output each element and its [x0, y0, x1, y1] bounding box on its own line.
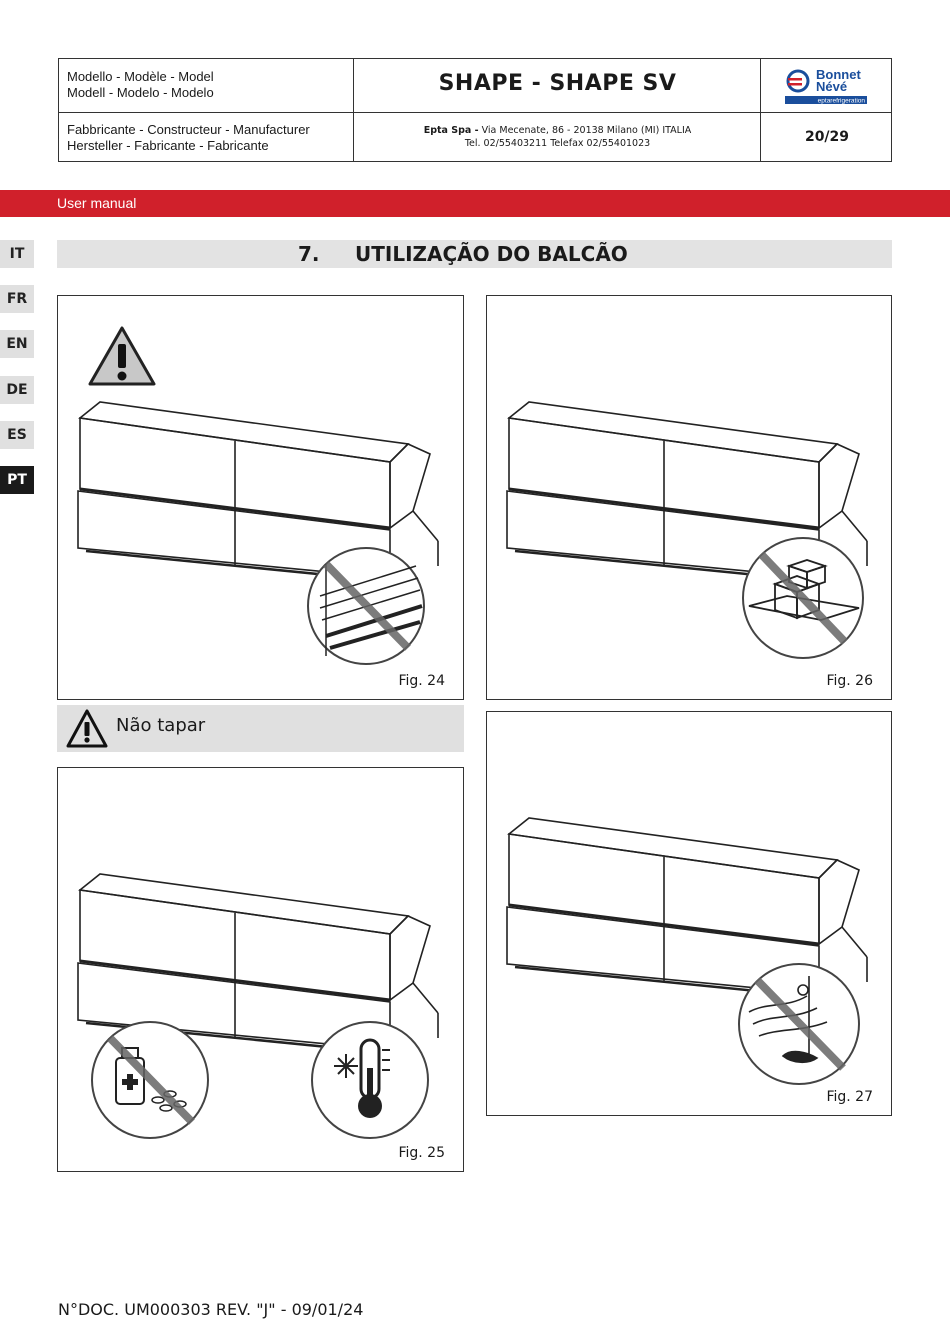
figure-25 — [57, 767, 464, 1172]
logo-text-1: Bonnet — [816, 67, 861, 82]
figure-27 — [486, 711, 892, 1116]
manufacturer-info: Epta Spa - Via Mecenate, 86 - 20138 Milano (MI) ITALIA Tel. 02/55403211 Telefax 02/55401023 — [423, 125, 692, 149]
manufacturer-label: Fabbricante - Constructeur - Manufacturer Hersteller - Fabricante - Fabricante — [67, 122, 310, 153]
section-title: UTILIZAÇÃO DO BALCÃO — [355, 242, 628, 266]
logo-text-2: Névé — [816, 79, 848, 94]
model-title: SHAPE - SHAPE SV — [438, 71, 677, 96]
document-reference: N°DOC. UM000303 REV. "J" - 09/01/24 — [58, 1300, 364, 1319]
page-number: 20/29 — [804, 129, 850, 145]
warning-text: Não tapar — [116, 715, 206, 736]
lang-tab-es[interactable]: ES — [0, 421, 34, 449]
lang-tab-fr[interactable]: FR — [0, 285, 34, 313]
figure-24-caption: Fig. 24 — [398, 673, 445, 689]
no-spill-icon — [739, 964, 859, 1084]
no-medicine-icon — [92, 1022, 208, 1138]
banner-label: User manual — [57, 195, 137, 211]
lang-tab-it[interactable]: IT — [0, 240, 34, 268]
warning-triangle-icon — [90, 328, 154, 384]
section-number: 7. — [298, 242, 320, 266]
figure-25-caption: Fig. 25 — [398, 1145, 445, 1161]
figure-26-caption: Fig. 26 — [826, 673, 873, 689]
manual-banner — [0, 190, 950, 217]
warning-triangle-icon — [65, 708, 109, 750]
lang-tab-en[interactable]: EN — [0, 330, 34, 358]
warning-notice — [57, 705, 464, 752]
section-heading — [57, 240, 892, 268]
lang-tab-de[interactable]: DE — [0, 376, 34, 404]
cold-thermometer-icon — [312, 1022, 428, 1138]
no-cover-grille-icon — [308, 548, 424, 664]
model-label: Modello - Modèle - Model Modell - Modelo - Modelo — [67, 69, 214, 100]
no-stacking-icon — [743, 538, 863, 658]
figure-24 — [57, 295, 464, 700]
header-table — [58, 58, 892, 162]
figure-27-caption: Fig. 27 — [826, 1089, 873, 1105]
figure-26 — [486, 295, 892, 700]
logo-tagline: eptarefrigeration — [817, 97, 865, 105]
lang-tab-pt[interactable]: PT — [0, 466, 34, 494]
brand-logo — [783, 65, 869, 105]
